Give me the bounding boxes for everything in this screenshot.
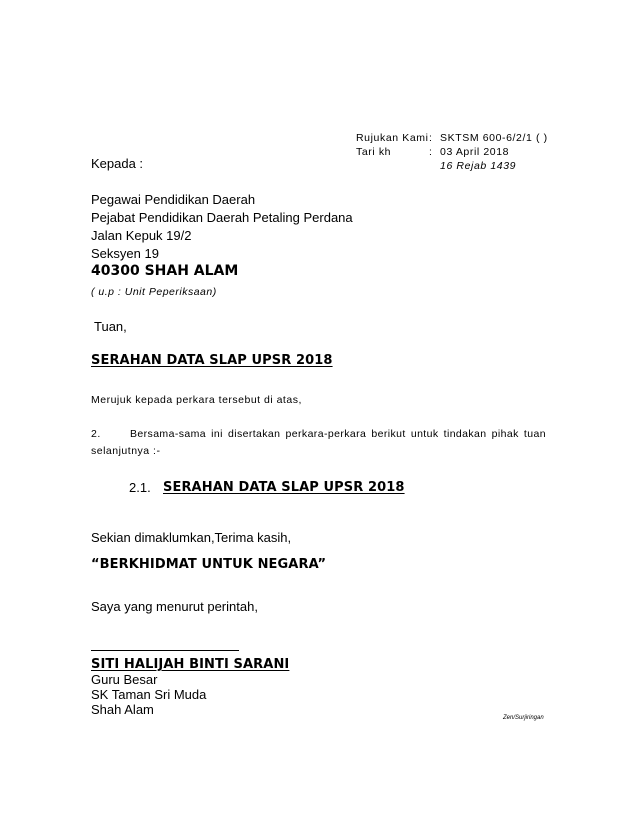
- recipient-line-4: Seksyen 19: [91, 246, 159, 261]
- hijri-date: 16 Rejab 1439: [440, 160, 517, 172]
- footer-note: Zen/Surjiringan: [503, 715, 544, 721]
- paragraph-word: berikut: [371, 428, 406, 440]
- paragraph-word: tuan: [523, 428, 546, 440]
- paragraph-word: Bersama-sama: [130, 428, 206, 440]
- date-colon: :: [429, 146, 433, 158]
- motto: “BERKHIDMAT UNTUK NEGARA”: [91, 557, 327, 572]
- paragraph-word: perkara-perkara: [285, 428, 367, 440]
- recipient-line-1: Pegawai Pendidikan Daerah: [91, 192, 256, 207]
- recipient-line-2: Pejabat Pendidikan Daerah Petaling Perdana: [91, 210, 353, 225]
- paragraph-2-line-1: [130, 428, 546, 440]
- date-label: Tari kh: [356, 146, 392, 158]
- paragraph-word: tindakan: [443, 428, 487, 440]
- signatory-title: Guru Besar: [91, 672, 158, 687]
- intro-paragraph: Merujuk kepada perkara tersebut di atas,: [91, 394, 302, 406]
- closing-line: Sekian dimaklumkan,Terima kasih,: [91, 530, 292, 545]
- paragraph-number: 2.: [91, 428, 101, 440]
- paragraph-word: disertakan: [227, 428, 281, 440]
- paragraph-word: ini: [211, 428, 223, 440]
- reference-number: SKTSM 600-6/2/1 ( ): [440, 132, 548, 144]
- date-value: 03 April 2018: [440, 146, 510, 158]
- item-text: SERAHAN DATA SLAP UPSR 2018: [163, 480, 405, 495]
- recipient-line-3: Jalan Kepuk 19/2: [91, 228, 192, 243]
- subject-heading: SERAHAN DATA SLAP UPSR 2018: [91, 353, 333, 368]
- kepada-label: Kepada :: [91, 156, 144, 171]
- signatory-city: Shah Alam: [91, 702, 154, 717]
- item-number: 2.1.: [129, 480, 151, 495]
- paragraph-word: untuk: [410, 428, 439, 440]
- reference-colon: :: [429, 132, 433, 144]
- recipient-postcode-city: 40300 SHAH ALAM: [91, 263, 239, 279]
- signatory-name: SITI HALIJAH BINTI SARANI: [91, 657, 290, 672]
- salutation: Tuan,: [94, 319, 127, 334]
- signature-line: [91, 650, 239, 651]
- signatory-school: SK Taman Sri Muda: [91, 687, 207, 702]
- signoff-line: Saya yang menurut perintah,: [91, 599, 258, 614]
- reference-label: Rujukan Kami: [356, 132, 429, 144]
- paragraph-word: pihak: [491, 428, 519, 440]
- paragraph-2-line-2: selanjutnya :-: [91, 445, 161, 457]
- attention-line: ( u.p : Unit Peperiksaan): [91, 286, 217, 298]
